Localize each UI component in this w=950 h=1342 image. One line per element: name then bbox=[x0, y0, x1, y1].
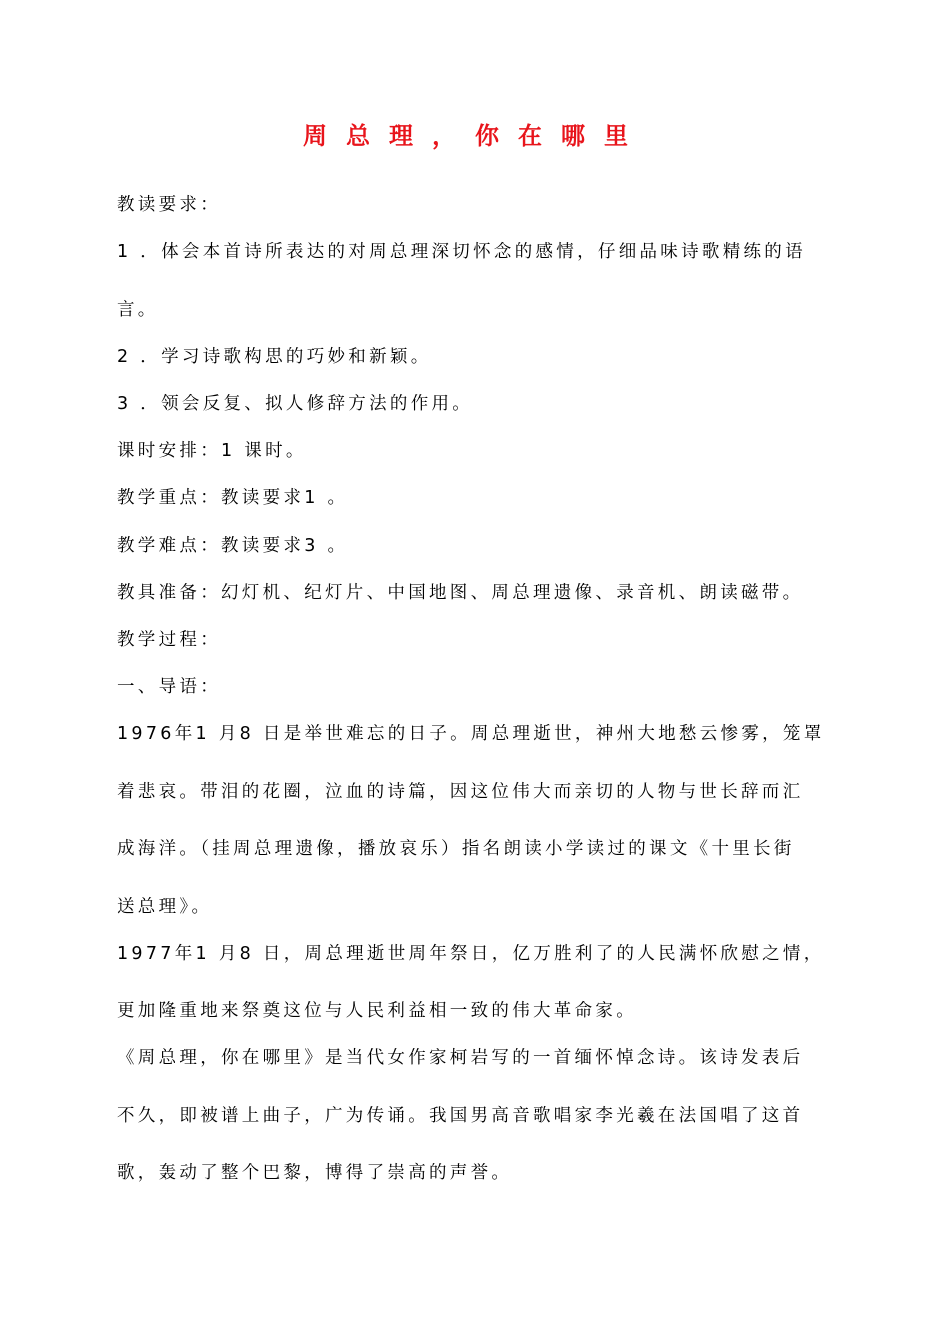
paragraph-2-line-1: 1977年1 月8 日，周总理逝世周年祭日，亿万胜利了的人民满怀欣慰之情， bbox=[117, 944, 825, 964]
paragraph-3-line-3: 歌，轰动了整个巴黎，博得了崇高的声誉。 bbox=[117, 1163, 513, 1183]
requirement-1-line-2: 言。 bbox=[117, 300, 159, 320]
requirement-2: 2 ．学习诗歌构思的巧妙和新颖。 bbox=[117, 347, 432, 367]
paragraph-1-line-3: 成海洋。（挂周总理遗像，播放哀乐）指名朗读小学读过的课文《十里长街 bbox=[117, 839, 795, 859]
paragraph-3-line-1: 《周总理，你在哪里》是当代女作家柯岩写的一首缅怀悼念诗。该诗发表后 bbox=[117, 1048, 804, 1068]
paragraph-3-line-2: 不久，即被谱上曲子，广为传诵。我国男高音歌唱家李光羲在法国唱了这首 bbox=[117, 1106, 804, 1126]
requirement-1-line-1: 1 ．体会本首诗所表达的对周总理深切怀念的感情，仔细品味诗歌精练的语 bbox=[117, 242, 806, 262]
paragraph-1-line-2: 着悲哀。带泪的花圈，泣血的诗篇，因这位伟大而亲切的人物与世长辞而汇 bbox=[117, 782, 804, 802]
document-title: 周总理，你在哪里 bbox=[303, 122, 647, 150]
requirement-3: 3 ．领会反复、拟人修辞方法的作用。 bbox=[117, 394, 474, 414]
teaching-aids: 教具准备：幻灯机、纪灯片、中国地图、周总理遗像、录音机、朗读磁带。 bbox=[117, 583, 804, 603]
teaching-focus: 教学重点：教读要求1 。 bbox=[117, 488, 349, 508]
paragraph-2-line-2: 更加隆重地来祭奠这位与人民利益相一致的伟大革命家。 bbox=[117, 1001, 637, 1021]
paragraph-1-line-4: 送总理》。 bbox=[117, 897, 213, 917]
teaching-difficulty: 教学难点：教读要求3 。 bbox=[117, 536, 349, 556]
section-heading-process: 教学过程： bbox=[117, 630, 221, 650]
class-schedule: 课时安排：1 课时。 bbox=[117, 441, 307, 461]
section-heading-intro: 一、导语： bbox=[117, 677, 221, 697]
section-heading-requirements: 教读要求： bbox=[117, 195, 221, 215]
paragraph-1-line-1: 1976年1 月8 日是举世难忘的日子。周总理逝世，神州大地愁云惨雾，笼罩 bbox=[117, 724, 825, 744]
